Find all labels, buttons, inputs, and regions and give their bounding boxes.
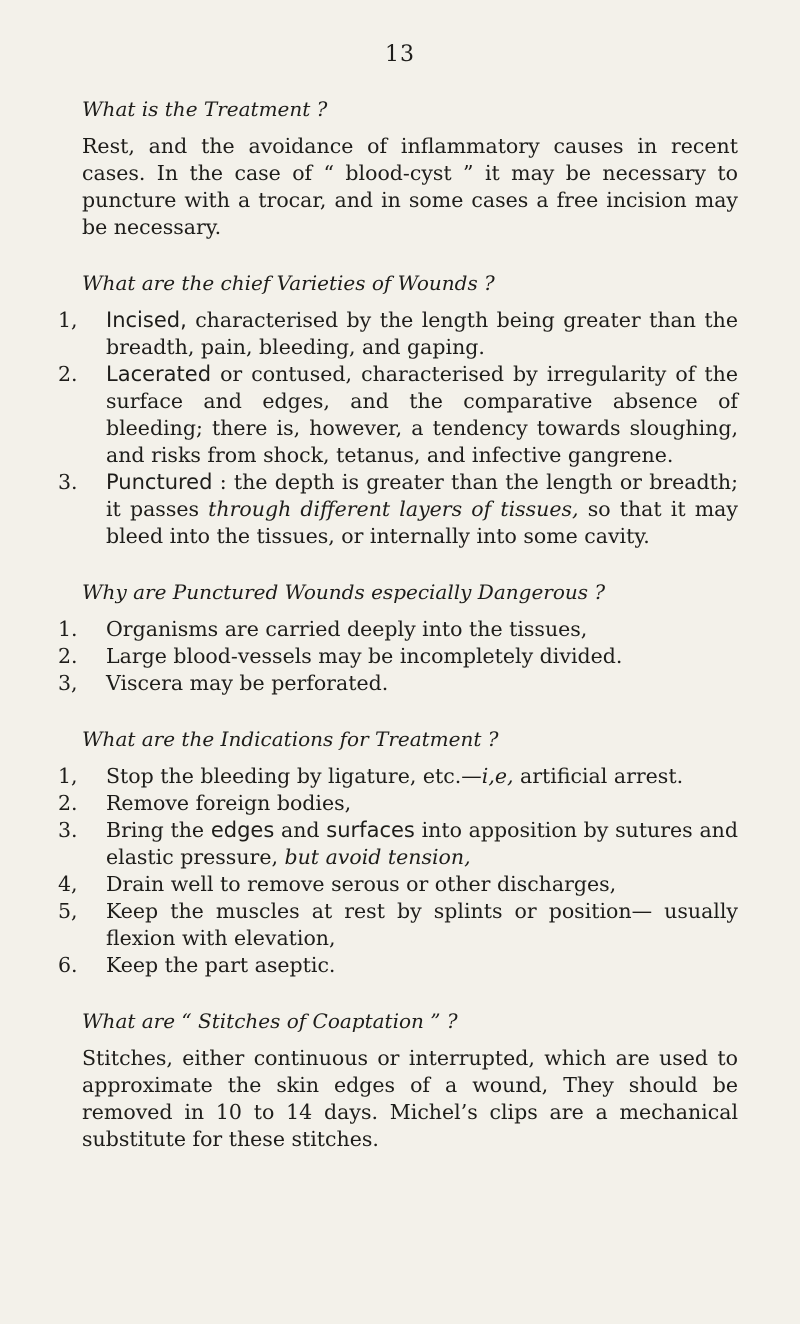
emphasis-text: edges: [210, 818, 275, 842]
item-number: 1,: [58, 308, 78, 332]
item-text: and: [274, 818, 327, 842]
item-text: or contused, characterised by irregularity of the surface and edges, and the comparative absence of bleeding; there is, however, a tendency towards sloughing, and risks from shock, tetanus, and infective gangrene.: [106, 362, 738, 467]
item-number: 3.: [58, 818, 78, 842]
paragraph: Stitches, either continuous or interrupted, which are used to approximate the skin edges of a wound, They should be removed in 10 to 14 days. Michel’s clips are a mechanical substitute for these stitches.: [82, 1046, 738, 1151]
emphasis-text: surfaces: [326, 818, 415, 842]
section-heading: What is the Treatment ?: [82, 97, 328, 121]
item-text: Stop the bleeding by ligature, etc.—: [106, 764, 482, 788]
item-number: 3,: [58, 671, 78, 695]
section-punctured: [58, 579, 738, 697]
item-italic-text: through different layers of tissues,: [208, 497, 579, 521]
section-treatment: [82, 96, 738, 241]
section-heading: Why are Punctured Wounds especially Dangerous ?: [82, 580, 606, 604]
item-text: : the depth is greater than the length or breadth; it passes: [106, 470, 738, 521]
item-number: 5,: [58, 899, 78, 923]
list-item: [58, 790, 738, 817]
item-number: 2.: [58, 791, 78, 815]
item-number: 6.: [58, 953, 78, 977]
section-heading: What are the Indications for Treatment ?: [82, 727, 499, 751]
item-text: characterised by the length being greater than the breadth, pain, bleeding, and gaping.: [106, 308, 738, 359]
item-text: Organisms are carried deeply into the tissues,: [106, 617, 588, 641]
term-label: Lacerated: [106, 362, 212, 386]
page-content: [58, 96, 738, 1182]
section-indications: [58, 726, 738, 979]
item-italic-text: i,e,: [481, 764, 514, 788]
item-text: Remove foreign bodies,: [106, 791, 352, 815]
item-number: 2.: [58, 644, 78, 668]
item-number: 1,: [58, 764, 78, 788]
list-item: [58, 469, 738, 550]
item-text: into apposition by sutures and elastic pressure,: [106, 818, 738, 869]
section-varieties: [58, 270, 738, 550]
item-text: Viscera may be perforated.: [106, 671, 389, 695]
list-item: [58, 952, 738, 979]
list-item: [58, 817, 738, 871]
item-number: 4,: [58, 872, 78, 896]
item-text: Bring the: [106, 818, 211, 842]
term-label: Incised,: [106, 308, 187, 332]
list-item: [58, 871, 738, 898]
list-item: [58, 307, 738, 361]
list-item: [58, 616, 738, 643]
section-stitches: [82, 1008, 738, 1153]
item-number: 3.: [58, 470, 78, 494]
item-text: Keep the part aseptic.: [106, 953, 336, 977]
item-italic-text: but avoid tension,: [284, 845, 471, 869]
item-text: Drain well to remove serous or other discharges,: [106, 872, 617, 896]
paragraph: Rest, and the avoidance of inflammatory causes in recent cases. In the case of “ blood-cyst ” it may be necessary to puncture with a trocar, and in some cases a free incision may be necessary.: [82, 134, 738, 239]
list-item: [58, 763, 738, 790]
term-label: Punctured: [106, 470, 213, 494]
list-item: [58, 643, 738, 670]
section-heading: What are “ Stitches of Coaptation ” ?: [82, 1009, 458, 1033]
list-item: [58, 361, 738, 469]
section-heading: What are the chief Varieties of Wounds ?: [82, 271, 495, 295]
page-number: 13: [385, 42, 415, 67]
item-number: 2.: [58, 362, 78, 386]
item-number: 1.: [58, 617, 78, 641]
item-text: Keep the muscles at rest by splints or position— usually flexion with elevation,: [106, 899, 738, 950]
item-text: so that it may bleed into the tissues, or internally into some cavity.: [106, 497, 738, 548]
list-item: [58, 670, 738, 697]
item-text: artificial arrest.: [513, 764, 684, 788]
item-text: Large blood-vessels may be incompletely divided.: [106, 644, 623, 668]
list-item: [58, 898, 738, 952]
